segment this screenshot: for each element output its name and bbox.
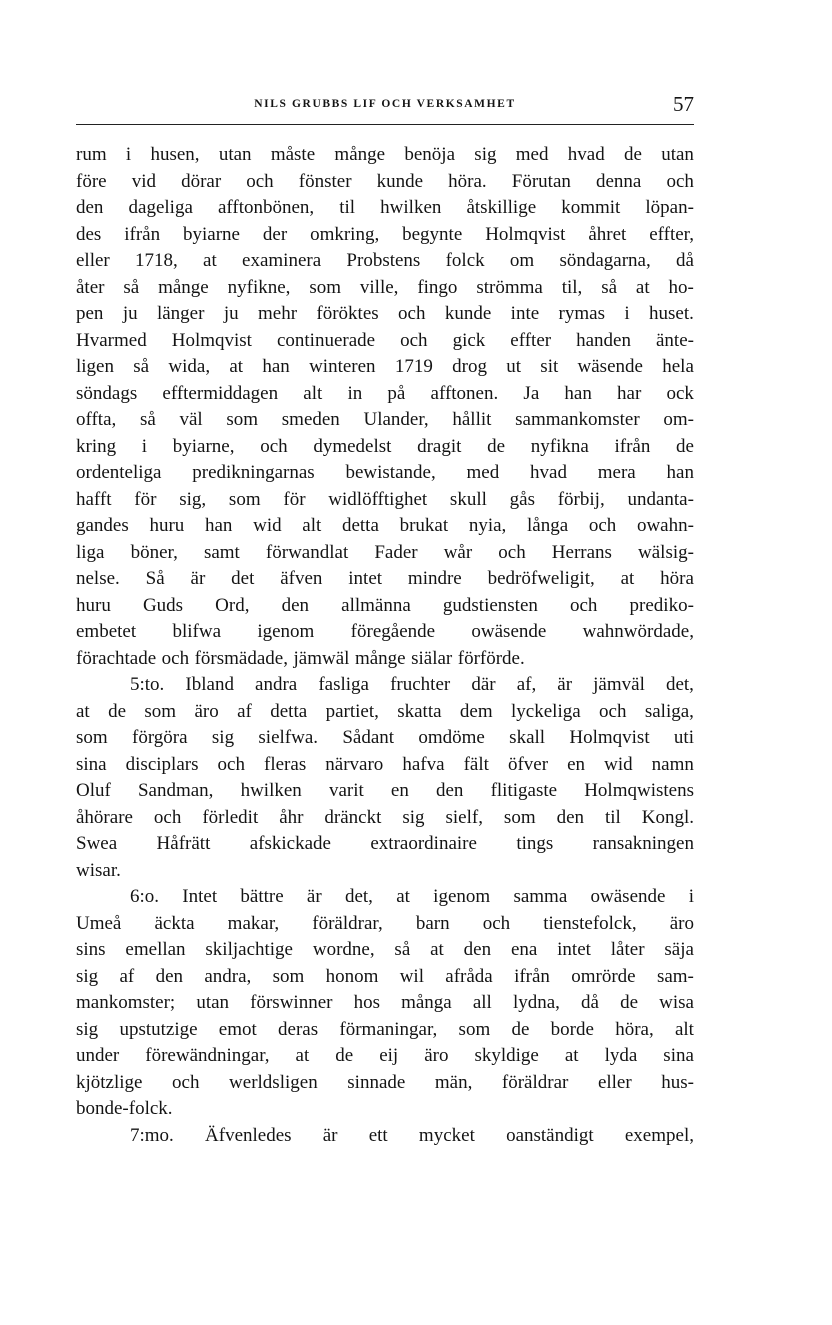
text-line: eller 1718, at examinera Probstens folck om söndagarna, då: [76, 250, 694, 271]
text-line: huru Guds Ord, den allmänna gudstiensten och prediko-: [76, 594, 694, 616]
text-line: pen ju länger ju mehr föröktes och kunde inte rymas i huset.: [76, 303, 694, 324]
header-rule: [76, 124, 694, 125]
text-line: bonde-folck.: [76, 1098, 173, 1119]
running-head: NILS GRUBBS LIF OCH VERKSAMHET: [254, 98, 516, 110]
text-line: ligen så wida, at han winteren 1719 drog ut sit wäsende hela: [76, 356, 694, 377]
text-line: sig upstutzige emot deras förmaningar, som de borde höra, alt: [76, 1018, 694, 1040]
text-line: under förewändningar, at de eij äro skyldige at lyda sina: [76, 1045, 694, 1066]
text-line: 5:to. Ibland andra fasliga fruchter där af, är jämväl det,: [130, 674, 694, 695]
page-header: [76, 92, 694, 122]
text-line: söndags efftermiddagen alt in på afftonen. Ja han har ock: [76, 382, 694, 404]
text-line: 6:o. Intet bättre är det, at igenom samma owäsende i: [130, 886, 694, 907]
text-line: hafft för sig, som för widlöfftighet skull gås förbij, undanta-: [76, 488, 694, 510]
text-line: åter så månge nyfikne, som ville, fingo strömma til, så at ho-: [76, 276, 694, 298]
text-line: rum i husen, utan måste månge benöja sig med hvad de utan: [76, 144, 694, 165]
text-line: före vid dörar och fönster kunde höra. Förutan denna och: [76, 170, 694, 192]
text-line: 7:mo. Äfvenledes är ett mycket oanständigt exempel,: [130, 1124, 694, 1146]
text-line: förachtade och försmädade, jämwäl månge siälar förförde.: [76, 647, 525, 669]
text-line: Swea Håfrätt afskickade extraordinaire tings ransakningen: [76, 833, 694, 854]
text-line: som förgöra sig sielfwa. Sådant omdöme skall Holmqvist uti: [76, 727, 694, 748]
text-line: ordenteliga predikningarnas bewistande, med hvad mera han: [76, 462, 694, 483]
text-line: sina disciplars och fleras närvaro hafva fält öfver en wid namn: [76, 753, 694, 775]
text-line: kring i byiarne, och dymedelst dragit de nyfikna ifrån de: [76, 435, 694, 457]
text-line: den dageliga afftonbönen, til hwilken åtskillige kommit löpan-: [76, 197, 694, 218]
text-line: gandes huru han wid alt detta brukat nyia, långa och owahn-: [76, 515, 694, 536]
text-line: nelse. Så är det äfven intet mindre bedröfweligit, at höra: [76, 568, 694, 589]
text-line: liga böner, samt förwandlat Fader wår och Herrans wälsig-: [76, 541, 694, 563]
text-line: embetet blifwa igenom föregående owäsende wahnwördade,: [76, 621, 694, 642]
text-line: kjötzlige och werldsligen sinnade män, föräldrar eller hus-: [76, 1071, 694, 1093]
text-line: Umeå äckta makar, föräldrar, barn och tienstefolck, äro: [76, 912, 694, 934]
text-line: sins emellan skiljachtige wordne, så at den ena intet låter säja: [76, 939, 694, 960]
text-line: sig af den andra, som honom wil afråda ifrån omrörde sam-: [76, 965, 694, 987]
text-line: Hvarmed Holmqvist continuerade och gick effter handen änte-: [76, 329, 694, 351]
text-line: mankomster; utan förswinner hos många all lydna, då de wisa: [76, 992, 694, 1013]
text-line: offta, så väl som smeden Ulander, hållit sammankomster om-: [76, 409, 694, 430]
text-line: at de som äro af detta partiet, skatta dem lyckeliga och saliga,: [76, 700, 694, 722]
text-line: des ifrån byiarne der omkring, begynte Holmqvist åhret effter,: [76, 223, 694, 245]
page-number: 57: [673, 92, 694, 116]
text-line: åhörare och förledit åhr dränckt sig sielf, som den til Kongl.: [76, 806, 694, 828]
text-line: wisar.: [76, 859, 121, 881]
body-text: [76, 142, 694, 1149]
text-line: Oluf Sandman, hwilken varit en den flitigaste Holmqwistens: [76, 780, 694, 801]
